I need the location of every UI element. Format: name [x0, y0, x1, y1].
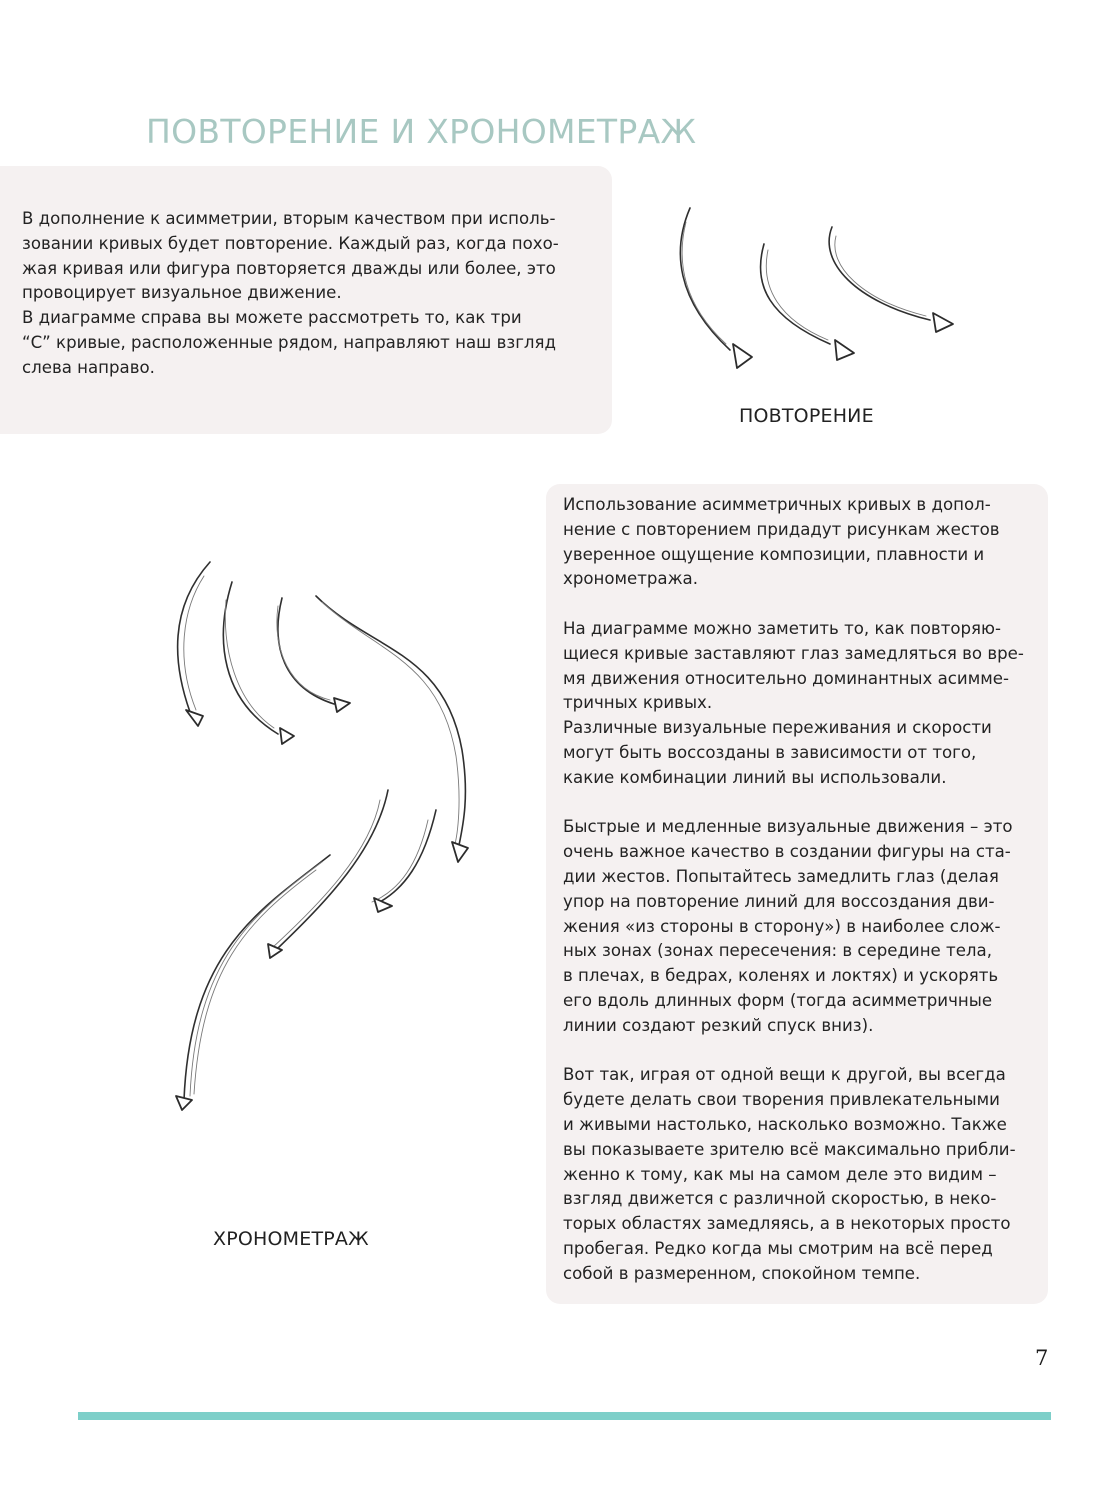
side-line: могут быть воссозданы в зависимости от того, [563, 742, 977, 762]
side-line: дии жестов. Попытайтесь замедлить глаз (делая [563, 866, 999, 886]
side-line: мя движения относительно доминантных асимме- [563, 668, 1009, 688]
side-line: торых областях замедляясь, а в некоторых просто [563, 1214, 1011, 1234]
timing-caption: ХРОНОМЕТРАЖ [213, 1228, 369, 1250]
side-line: Использование асимметричных кривых в допол- [563, 495, 991, 514]
side-line: Вот так, играя от одной вещи к другой, вы всегда [563, 1065, 1006, 1085]
page-number: 7 [1035, 1346, 1049, 1370]
timing-curve-b [223, 582, 294, 744]
side-line: и живыми настолько, насколько возможно. Также [563, 1114, 1007, 1134]
side-line: хронометража. [563, 569, 698, 589]
side-line: будете делать свои творения привлекательными [563, 1090, 1000, 1110]
arrowhead-icon [334, 698, 350, 712]
timing-curve-a [178, 562, 210, 726]
arrowhead-icon [186, 710, 203, 726]
side-line: взгляд движется с различной скоростью, в неко- [563, 1189, 997, 1209]
side-line: женно к тому, как мы на самом деле это видим – [563, 1164, 997, 1184]
side-line: Различные визуальные переживания и скорости [563, 718, 992, 738]
side-line: жения «из стороны в сторону») в наиболее слож- [563, 916, 1001, 936]
intro-line: В диаграмме справа вы можете рассмотреть то, как три [22, 308, 522, 328]
side-line: вы показываете зрителю всё максимально прибли- [563, 1139, 1016, 1159]
timing-long-curve [176, 855, 330, 1110]
intro-line: слева направо. [22, 357, 155, 377]
arrowhead-icon [452, 842, 468, 862]
timing-curve-d [268, 790, 388, 958]
intro-line: “С” кривые, расположенные рядом, направляют наш взгляд [22, 332, 556, 352]
intro-line: В дополнение к асимметрии, вторым качеством при исполь- [22, 209, 556, 228]
side-line: щиеся кривые заставляют глаз замедляться во вре- [563, 643, 1024, 663]
side-line: какие комбинации линий вы использовали. [563, 767, 947, 787]
intro-line: зовании кривых будет повторение. Каждый раз, когда похо- [22, 233, 559, 253]
side-line: уверенное ощущение композиции, плавности и [563, 544, 985, 564]
footer-bar [78, 1412, 1051, 1420]
side-line: его вдоль длинных форм (тогда асимметричные [563, 990, 993, 1010]
intro-line: жая кривая или фигура повторяется дважды или более, это [22, 258, 556, 278]
page-title: ПОВТОРЕНИЕ И ХРОНОМЕТРАЖ [146, 112, 697, 151]
side-line: ных зонах (зонах пересечения: в середине тела, [563, 941, 992, 961]
side-line: На диаграмме можно заметить то, как повторяю- [563, 618, 1002, 638]
timing-curve-e [372, 810, 436, 912]
side-text [563, 493, 1043, 1287]
side-line: тричных кривых. [563, 693, 713, 713]
repetition-caption: ПОВТОРЕНИЕ [739, 405, 874, 427]
intro-line: провоцирует визуальное движение. [22, 283, 342, 303]
arrowhead-icon [176, 1096, 192, 1110]
side-line: пробегая. Редко когда мы смотрим на всё перед [563, 1238, 993, 1258]
side-line: линии создают резкий спуск вниз). [563, 1015, 874, 1035]
side-line: очень важное качество в создании фигуры на ста- [563, 842, 1011, 862]
side-line: упор на повторение линий для воссоздания дви- [563, 891, 995, 911]
side-line: нение с повторением придадут рисункам жестов [563, 519, 1000, 539]
arrowhead-icon [280, 728, 294, 744]
side-line: Быстрые и медленные визуальные движения – это [563, 817, 1013, 837]
side-line: собой в размеренном, спокойном темпе. [563, 1263, 921, 1283]
side-line: в плечах, в бедрах, коленях и локтях) и ускорять [563, 966, 999, 986]
timing-dominant-curve [316, 596, 468, 862]
